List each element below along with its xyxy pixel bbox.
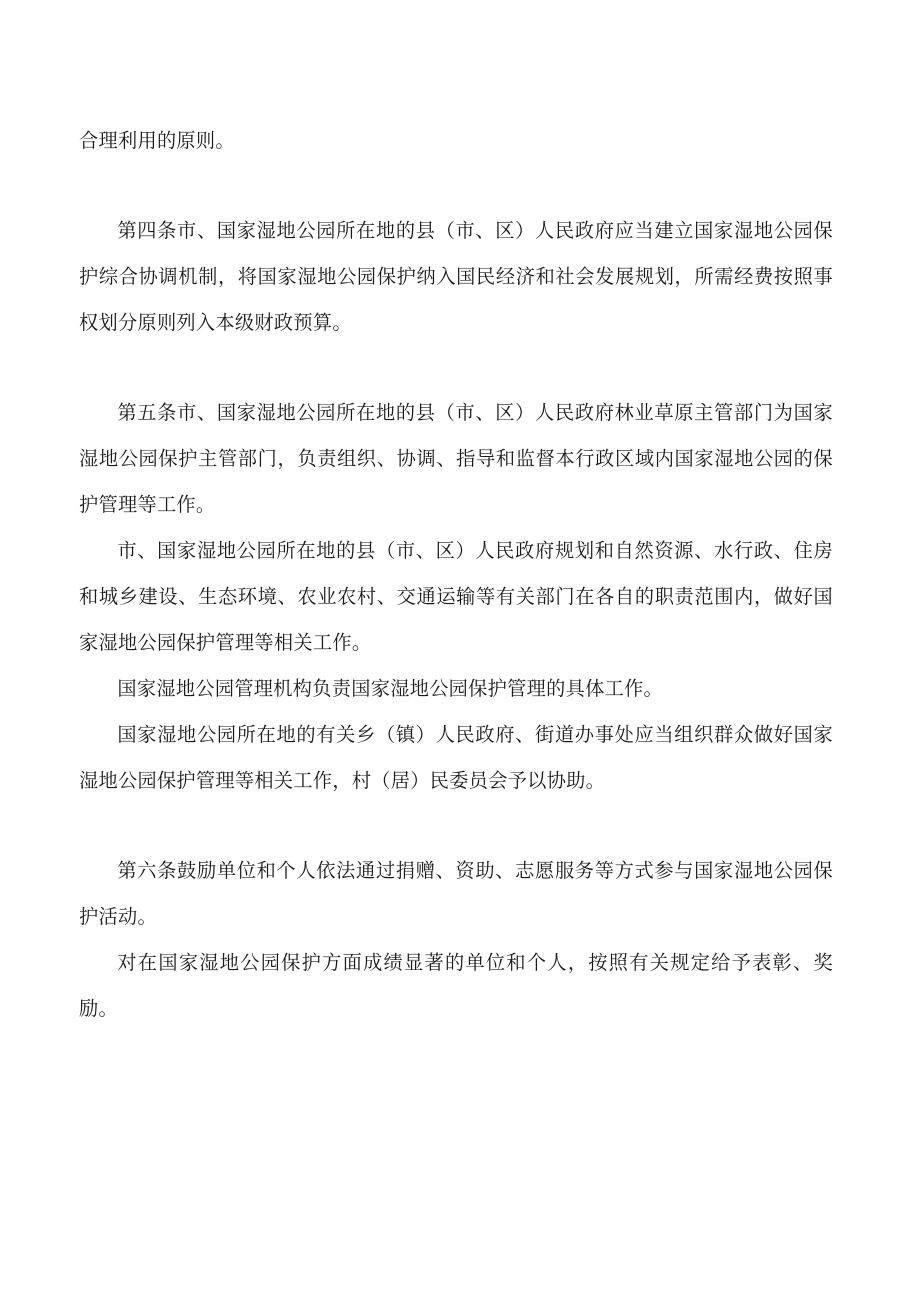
paragraph-principle-end: 合理利用的原则。 — [79, 129, 235, 152]
paragraph-article-5-township: 国家湿地公园所在地的有关乡（镇）人民政府、街道办事处应当组织群众做好国家湿地公园保护管理等相关工作，村（居）民委员会予以协助。 — [79, 723, 833, 792]
paragraph-article-6: 第六条鼓励单位和个人依法通过捐赠、资助、志愿服务等方式参与国家湿地公园保护活动。 — [79, 859, 833, 928]
paragraph-article-6-awards: 对在国家湿地公园保护方面成绩显著的单位和个人，按照有关规定给予表彰、奖励。 — [79, 951, 833, 1020]
paragraph-article-4: 第四条市、国家湿地公园所在地的县（市、区）人民政府应当建立国家湿地公园保护综合协调机制，将国家湿地公园保护纳入国民经济和社会发展规划，所需经费按照事权划分原则列入本级财政预算。 — [79, 219, 833, 334]
paragraph-article-5-management-body: 国家湿地公园管理机构负责国家湿地公园保护管理的具体工作。 — [117, 677, 664, 700]
document-body — [79, 118, 833, 1032]
paragraph-article-5-departments: 市、国家湿地公园所在地的县（市、区）人民政府规划和自然资源、水行政、住房和城乡建设、生态环境、农业农村、交通运输等有关部门在各自的职责范围内，做好国家湿地公园保护管理等相关工作。 — [79, 539, 833, 654]
paragraph-article-5: 第五条市、国家湿地公园所在地的县（市、区）人民政府林业草原主管部门为国家湿地公园保护主管部门，负责组织、协调、指导和监督本行政区域内国家湿地公园的保护管理等工作。 — [79, 401, 833, 516]
